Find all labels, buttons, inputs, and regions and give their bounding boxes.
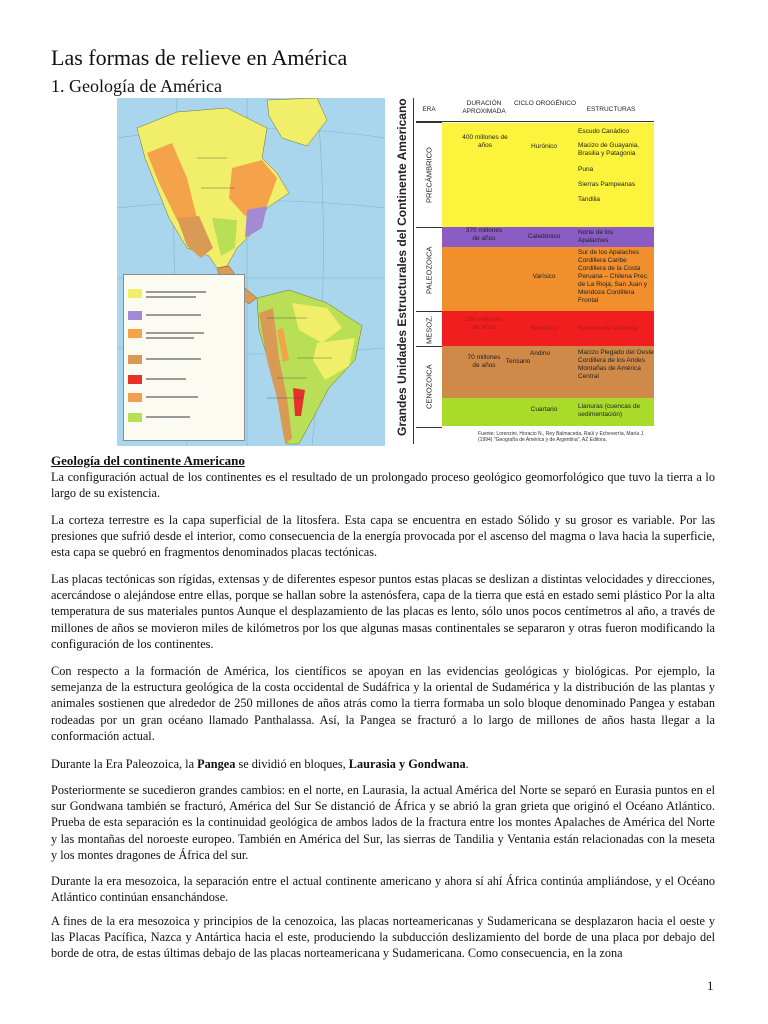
terciario-ciclo: Terciario: [505, 358, 531, 365]
era-cenozoica: CENOZOICA: [416, 346, 442, 428]
body-section-title: Geología del continente Americano: [51, 453, 245, 468]
precambrico-estructura-1: Escudo Canádico: [578, 128, 629, 135]
legend-swatch-cuartario: [128, 413, 142, 422]
legend-swatch-mesozoica: [128, 375, 142, 384]
cenozoica-duracion: 70 millones de años: [467, 354, 501, 369]
paragraph-2: La corteza terrestre es la capa superficial de la litosfera. Esta capa se encuentra en estado Sólido y su grosor es variable. Por las presiones que sufrió desde el interior, como consecuencia de la energía provocada por el ascenso del magma o lava hacia la superficie, esta capa se quebró en fragmentos denominados placas tectónicas.: [51, 513, 715, 560]
varisico-ciclo: Varísico: [532, 273, 556, 280]
americas-geology-map: [117, 98, 385, 446]
pangea-term: Pangea: [197, 757, 236, 771]
paragraph-8: A fines de la era mesozoica y principios de la cenozoica, las placas norteamericanas y Sudamericana se desplazaron hacia el oeste y las Placas Pacífica, Nazca y Antártica hacia el este, produciendo la subducción deslizamiento del borde de una placa por debajo del borde de otra, de estas últimas debajo de las placas norteamericana y Sudamericana. Como consecuencia, en la zona: [51, 914, 715, 961]
paleozoica-duracion: 370 millones de años: [465, 227, 503, 242]
cuartario-estructuras: Llanuras (cuencas de sedimentación): [578, 403, 641, 418]
col-header-era: ERA: [422, 106, 436, 113]
paragraph-1: La configuración actual de los continentes es el resultado de un prolongado proceso geológico geomorfológico que tuvo la tierra a lo largo de su existencia.: [51, 470, 715, 501]
legend-swatch-andino: [128, 393, 142, 402]
laurasia-gondwana-term: Laurasia y Gondwana: [348, 757, 466, 771]
col-header-duracion: DURACIÓN APROXIMADA: [462, 100, 506, 115]
legend-swatch-terciario: [128, 355, 142, 364]
mesozoica-duracion: 160 millones de años: [465, 316, 503, 331]
page-title: Las formas de relieve en América: [51, 45, 348, 70]
paragraph-7: Durante la era mesozoica, la separación entre el actual continente americano y ahora sí ahí África continúa ampliándose, y el Océano Atlántico continúan ensanchándose.: [51, 874, 715, 905]
era-paleozoica: PALEOZOICA: [416, 227, 442, 312]
caledonico-estructuras: Norte de los Apalaches: [578, 229, 614, 244]
mesozoica-ciclo: Nevádico: [530, 325, 558, 332]
varisico-estructuras: Sur de los Apalaches Cordillera Caribe Cordillera de la Costa Peruana – Chilena Prec. de La Rioja, San Juan y Mendoza Cordillera Frontal: [578, 249, 649, 304]
mesozoica-estructuras: Sistema de Ventania: [578, 325, 638, 332]
era-precambrico: PRECÁMBRICO: [416, 122, 442, 227]
precambrico-duracion: 400 millones de años: [462, 134, 508, 149]
col-header-ciclo: CICLO OROGÉNICO: [513, 100, 577, 107]
precambrico-ciclo: Hurónico: [530, 143, 557, 150]
precambrico-estructura-4: Sierras Pampeanas: [578, 181, 636, 188]
caledonico-ciclo: Caledónico: [527, 233, 561, 240]
paragraph-3: Las placas tectónicas son rígidas, extensas y de diferentes espesor puntos estas placas se deslizan a distintas velocidades y direcciones, acercándose o alejándose entre ellas, porque se hallan sobre la astenósfera, capa de la tierra que está en estado semi plástico Por la alta temperatura de sus materiales puntos Aunque el desplazamiento de las placas es lento, sólo unos pocos centímetros al año, a través de millones de años se movieron miles de kilómetros por los que algunas masas continentales se separaron y otras fueron modificando la configuración de los continentes.: [51, 572, 715, 651]
col-header-estructuras: ESTRUCTURAS: [586, 106, 636, 113]
legend-swatch-caledonico: [128, 311, 142, 320]
page-number: 1: [707, 978, 714, 993]
legend-swatch-precambrico: [128, 289, 142, 298]
cuartario-ciclo: Cuartario: [530, 406, 558, 413]
section-heading: 1. Geología de América: [51, 76, 222, 96]
precambrico-estructura-5: Tandilia: [578, 196, 601, 203]
paragraph-6: Posteriormente se sucedieron grandes cambios: en el norte, en Laurasia, la actual América del Norte se separó en Eurasia puntos en el sur Gondwana también se fracturó, América del Sur Se distanció de África y se abrió la gran grieta que originó el Océano Atlántico. Prueba de esta separación es la continuidad geológica de ambos lados de la fractura entre los montes Apalaches de América del Norte y las montañas del noroeste europeo. También en América del Sur, las sierras de Tandilia y Ventania están relacionadas con la meseta y los montes dragones de África del sur.: [51, 783, 715, 862]
paragraph-4: Con respecto a la formación de América, los científicos se apoyan en las evidencias geológicas y biológicas. Por ejemplo, la semejanza de la estructura geológica de la costa occidental de Sudáfrica y la oriental de Sudamérica y la distribución de las plantas y animales sostienen que alrededor de 250 millones de años atrás como la tierra formaba un solo bloque denominado Pangea y estaban rodeadas por un gran océano llamado Panthalassa. Así, la Pangea se fracturó a lo largo de millones de años hasta llegar a la conformación actual.: [51, 664, 715, 743]
map-legend: [123, 274, 245, 441]
precambrico-estructura-3: Puna: [578, 166, 594, 173]
legend-swatch-varisico: [128, 329, 142, 338]
precambrico-estructura-2: Macizo de Guayania, Brasilia y Patagonia: [578, 142, 640, 157]
andino-ciclo: Andino: [529, 350, 551, 357]
table-vertical-title: Grandes Unidades Estructurales del Continente Americano: [395, 98, 409, 436]
era-mesozoica: MESOZ.: [416, 311, 442, 347]
cenozoica-estructuras: Macizo Plegado del Oeste Cordillera de los Andes Montañas de América Central: [578, 349, 654, 380]
figure-source: Fuente: Lorenzini, Horacio N., Rey Balmaceda, Raúl y Echeverría, María J. (1994) "Geografía de América y de Argentina", AZ Editora.: [478, 431, 645, 443]
paragraph-5: Durante la Era Paleozoica, la Pangea se dividió en bloques, Laurasia y Gondwana.: [51, 757, 469, 771]
